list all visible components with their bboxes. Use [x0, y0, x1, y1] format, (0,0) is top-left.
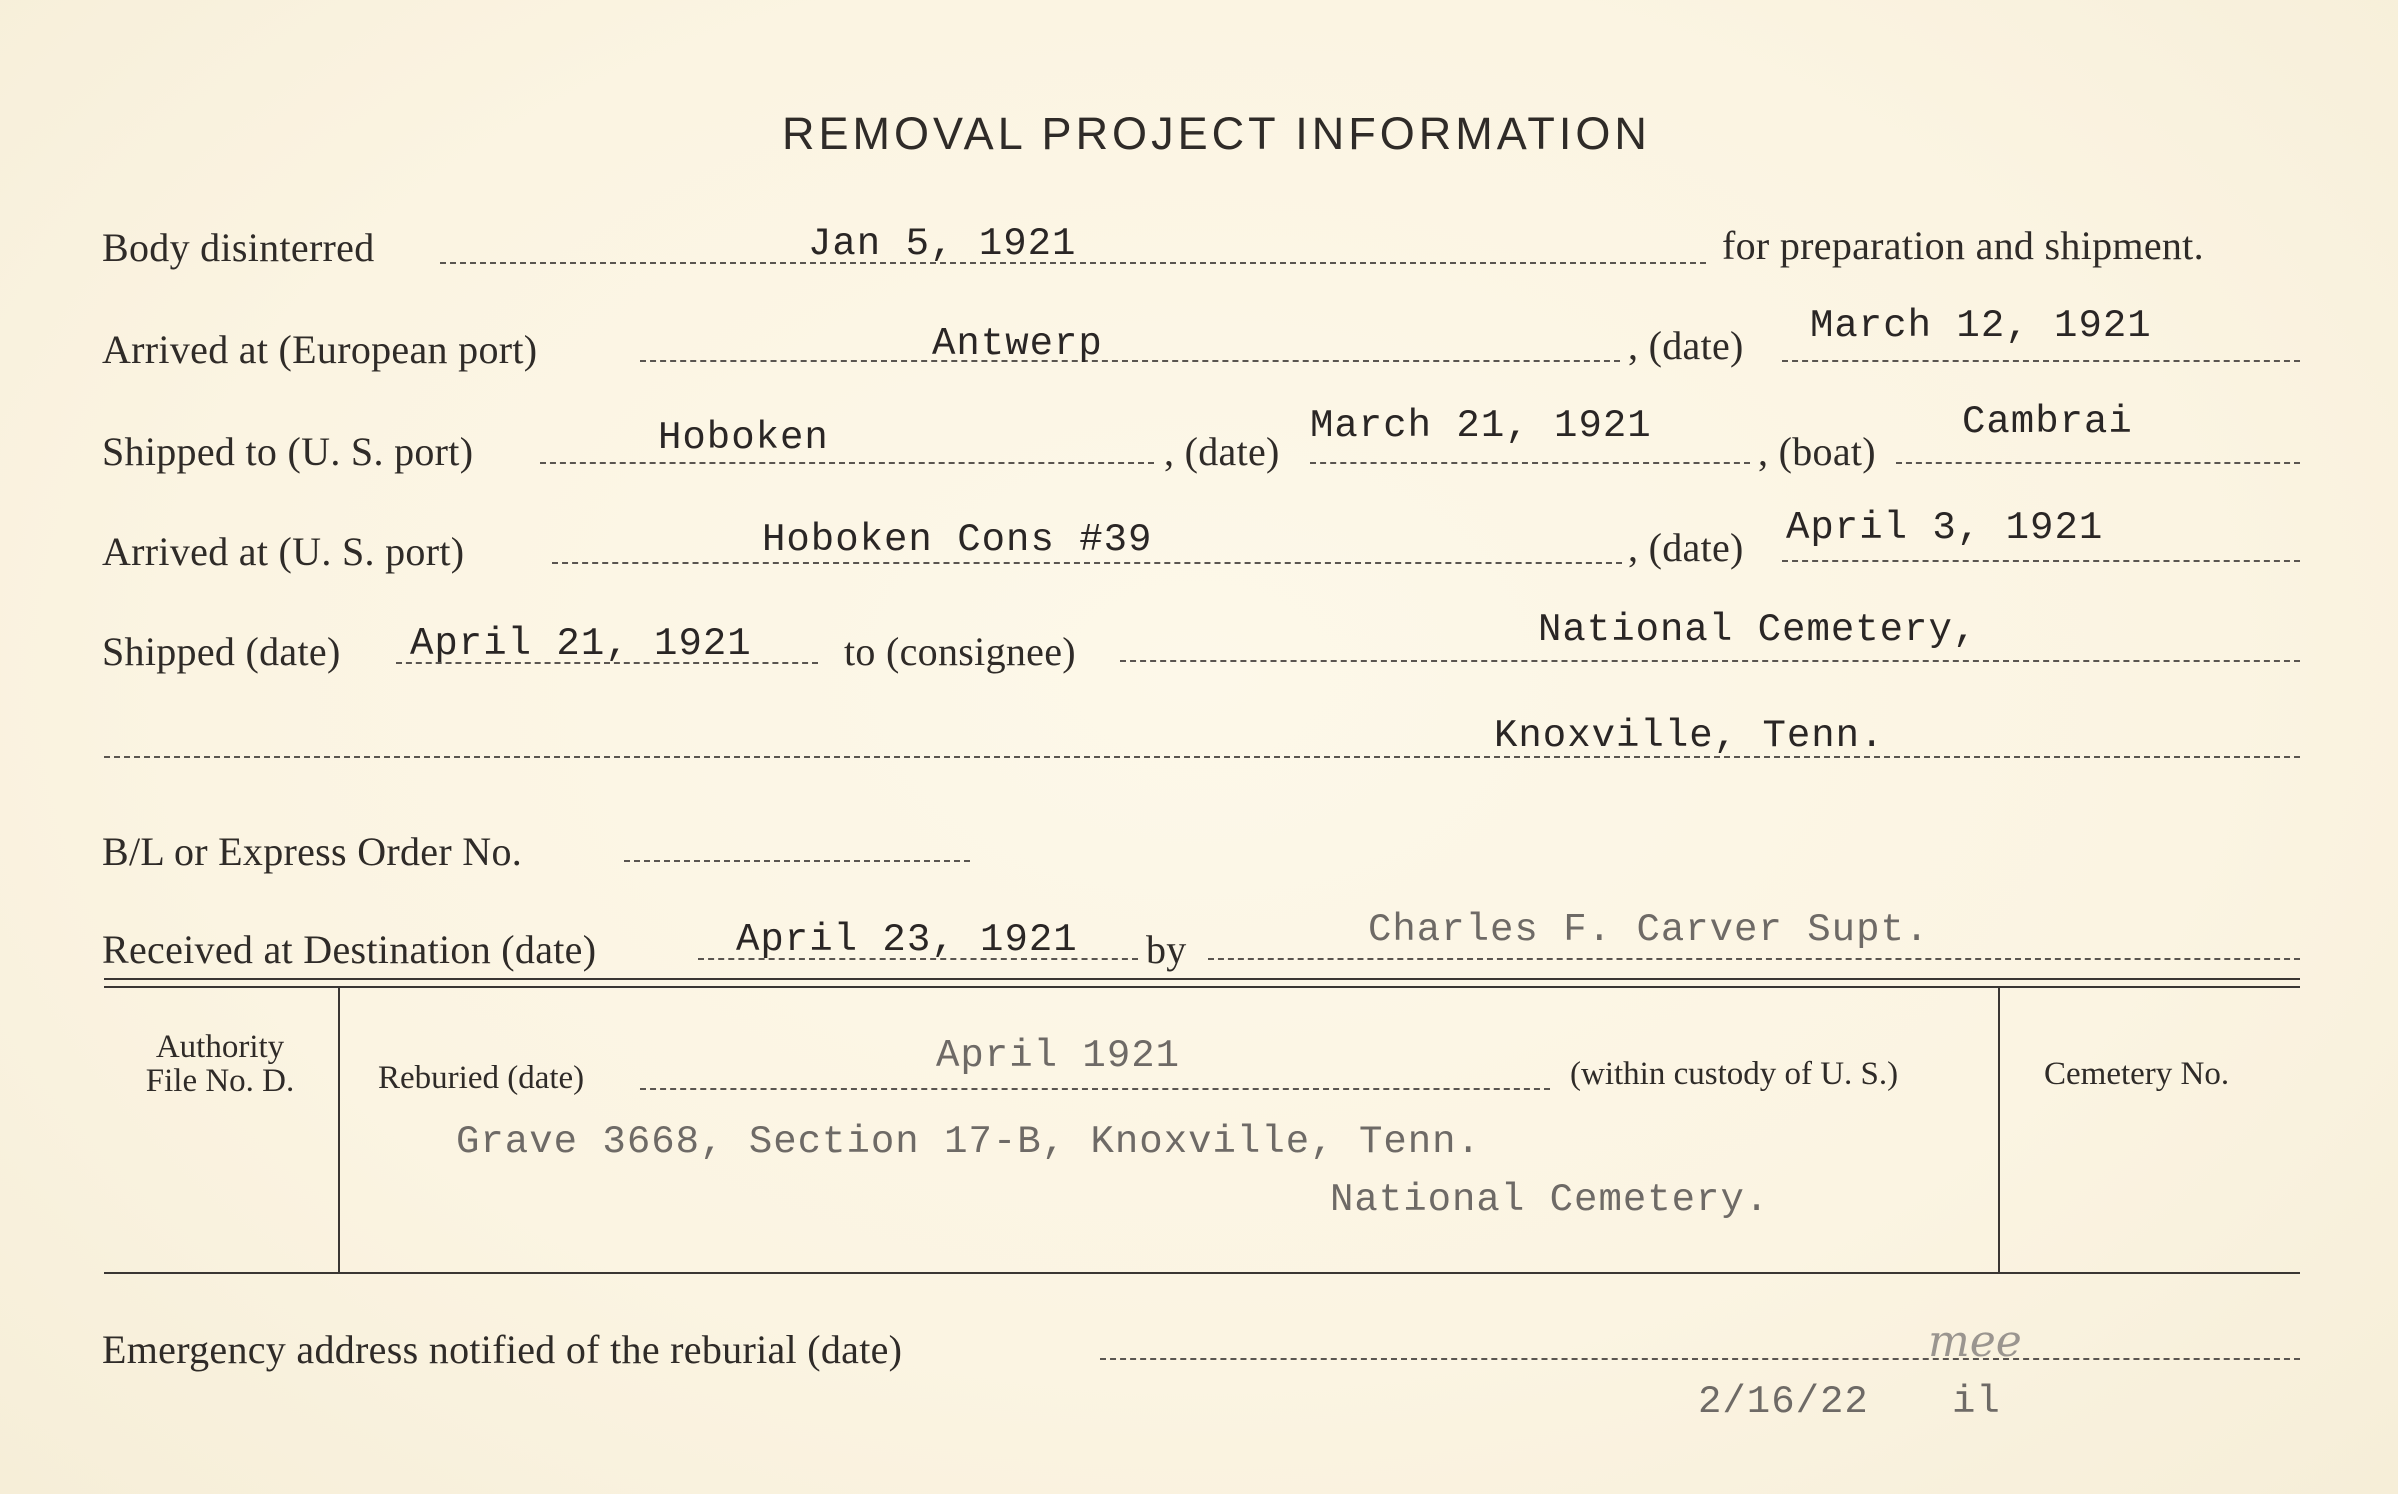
label-cemetery-no: Cemetery No.	[2044, 1056, 2230, 1092]
dotted-line-us-port	[540, 462, 1154, 464]
dotted-line-european-date	[1782, 360, 2300, 362]
table-divider-left	[338, 988, 340, 1272]
label-for-preparation: for preparation and shipment.	[1722, 223, 2204, 268]
label-date-1: , (date)	[1628, 323, 1744, 368]
dotted-line-arrived-us-date	[1782, 560, 2300, 562]
label-by: by	[1146, 927, 1187, 972]
label-authority-file	[140, 1030, 300, 1098]
dotted-line-consignee	[1120, 660, 2300, 662]
label-date-3: , (date)	[1628, 525, 1744, 570]
value-arrived-us-port: Hoboken Cons #39	[762, 518, 1153, 562]
table-bottom-rule	[104, 1272, 2300, 1274]
value-disinterred-date: Jan 5, 1921	[808, 222, 1077, 266]
value-arrived-us-date: April 3, 1921	[1786, 506, 2104, 550]
value-typist-initials: il	[1952, 1380, 2001, 1424]
dotted-line-consignee-2	[104, 756, 2300, 758]
handwritten-initials: mee	[1928, 1316, 2022, 1367]
form-title: REMOVAL PROJECT INFORMATION	[782, 108, 1651, 159]
value-received-date: April 23, 1921	[736, 918, 1078, 962]
value-us-port: Hoboken	[658, 416, 829, 460]
label-within-custody: (within custody of U. S.)	[1570, 1056, 1899, 1092]
dotted-line-european-port	[640, 360, 1620, 362]
value-consignee-line1: National Cemetery,	[1538, 608, 1978, 652]
dotted-line-received-by	[1208, 958, 2300, 960]
label-emergency-notified: Emergency address notified of the reburial (date)	[102, 1327, 903, 1372]
label-arrived-us-port: Arrived at (U. S. port)	[102, 529, 465, 574]
table-top-rule-2	[104, 986, 2300, 988]
label-reburied-date: Reburied (date)	[378, 1060, 585, 1096]
label-shipped-date: Shipped (date)	[102, 629, 341, 674]
label-bl-express-order: B/L or Express Order No.	[102, 829, 523, 874]
value-grave-line1: Grave 3668, Section 17-B, Knoxville, Tenn.	[456, 1120, 1481, 1164]
value-european-arrival-date: March 12, 1921	[1810, 304, 2152, 348]
label-received-destination: Received at Destination (date)	[102, 927, 597, 972]
value-emergency-date: 2/16/22	[1698, 1380, 1869, 1424]
value-shipped-date: March 21, 1921	[1310, 404, 1652, 448]
label-body-disinterred: Body disinterred	[102, 225, 375, 270]
label-file-no: File No. D.	[145, 1063, 295, 1099]
dotted-line-emergency	[1100, 1358, 2300, 1360]
value-reburied-date: April 1921	[936, 1034, 1181, 1078]
table-top-rule	[104, 978, 2300, 980]
dotted-line-boat	[1896, 462, 2300, 464]
label-authority: Authority	[155, 1029, 285, 1065]
value-shipped-out-date: April 21, 1921	[410, 622, 752, 666]
value-consignee-line2: Knoxville, Tenn.	[1494, 714, 1885, 758]
table-divider-right	[1998, 988, 2000, 1272]
value-boat: Cambrai	[1962, 400, 2133, 444]
dotted-line-bl	[624, 860, 970, 862]
value-received-by: Charles F. Carver Supt.	[1368, 908, 1930, 952]
dotted-line-reburied	[640, 1088, 1550, 1090]
dotted-line-shipped-date	[1310, 462, 1750, 464]
value-european-port: Antwerp	[932, 322, 1103, 366]
label-boat: , (boat)	[1758, 429, 1876, 474]
label-date-2: , (date)	[1164, 429, 1280, 474]
label-consignee: to (consignee)	[844, 629, 1076, 674]
value-grave-line2: National Cemetery.	[1330, 1178, 1770, 1222]
dotted-line-arrived-us-port	[552, 562, 1622, 564]
label-arrived-european-port: Arrived at (European port)	[102, 327, 538, 372]
label-shipped-to-us-port: Shipped to (U. S. port)	[102, 429, 474, 474]
